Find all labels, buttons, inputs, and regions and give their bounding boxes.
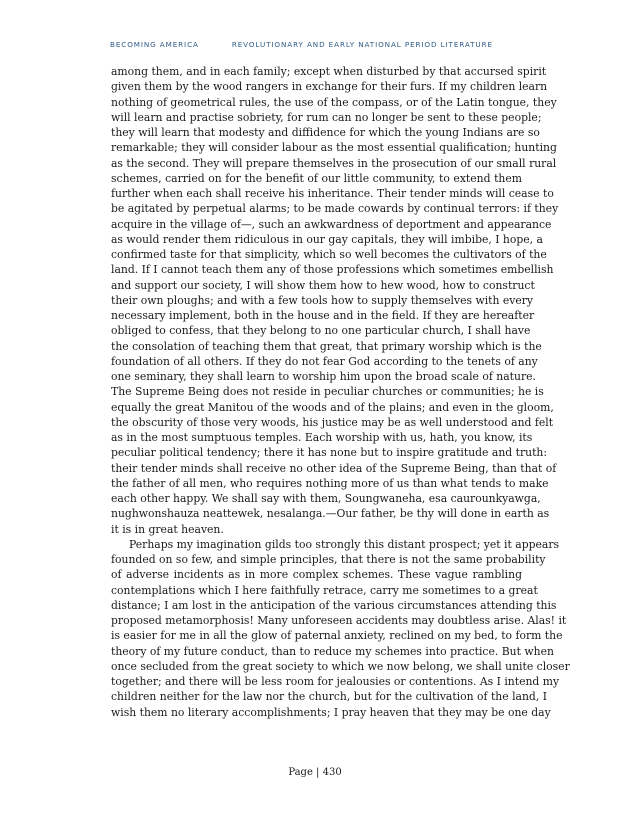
text-line: confirmed taste for that simplicity, which so well becomes the cultivators of the: [111, 248, 547, 261]
text-line: of adverse incidents as in more complex schemes. These vague rambling: [111, 568, 522, 582]
text-line: theory of my future conduct, than to reduce my schemes into practice. But when: [111, 644, 554, 658]
text-line: together; and there will be less room for jealousies or contentions. As I intend my: [111, 675, 560, 688]
text-line: foundation of all others. If they do not fear God according to the tenets of any: [111, 354, 538, 368]
text-line: children neither for the law nor the church, but for the cultivation of the land, I: [111, 690, 547, 704]
text-line: one seminary, they shall learn to worship him upon the broad scale of nature.: [111, 370, 536, 383]
paragraph-end-line: it is in great heaven.: [111, 522, 224, 536]
running-header: [110, 40, 530, 49]
text-line: The Supreme Being does not reside in peculiar churches or communities; he is: [111, 385, 544, 399]
text-line: distance; I am lost in the anticipation of the various circumstances attending this: [111, 598, 557, 612]
text-line: land. If I cannot teach them any of those professions which sometimes embellish: [111, 263, 554, 277]
text-line: wish them no literary accomplishments; I pray heaven that they may be one day: [111, 705, 551, 719]
text-line: given them by the wood rangers in exchange for their furs. If my children learn: [111, 80, 548, 94]
page-number: Page | 430: [288, 767, 342, 778]
text-line: as the second. They will prepare themselves in the prosecution of our small rural: [111, 156, 557, 170]
text-line: nughwonshauza neattewek, nesalanga.—Our father, be thy will done in earth as: [111, 507, 550, 521]
text-line: will learn and practise sobriety, for rum can no longer be sent to these people;: [111, 110, 542, 124]
text-line: as in the most sumptuous temples. Each worship with us, hath, you know, its: [111, 431, 533, 444]
text-line: nothing of geometrical rules, the use of the compass, or of the Latin tongue, they: [111, 95, 557, 109]
header-book-title: BECOMING AMERICA: [110, 40, 199, 49]
text-line: necessary implement, both in the house and in the field. If they are hereafter: [111, 309, 535, 322]
text-line: schemes, carried on for the benefit of our little community, to extend them: [111, 171, 522, 185]
text-line: further when each shall receive his inheritance. Their tender minds will cease to: [111, 187, 554, 200]
text-line: proposed metamorphosis! Many unforeseen accidents may doubtless arise. Alas! it: [111, 614, 567, 627]
text-line: and support our society, I will show them how to hew wood, how to construct: [111, 278, 535, 292]
text-line: is easier for me in all the glow of paternal anxiety, reclined on my bed, to form the: [111, 629, 563, 643]
text-line: contemplations which I here faithfully retrace, carry me sometimes to a great: [111, 583, 538, 597]
header-section-title: REVOLUTIONARY AND EARLY NATIONAL PERIOD LITERATURE: [231, 40, 493, 49]
text-line: once secluded from the great society to which we now belong, we shall unite closer: [111, 659, 570, 673]
text-line: they will learn that modesty and diffidence for which the young Indians are so: [111, 126, 540, 139]
text-line: among them, and in each family; except when disturbed by that accursed spirit: [111, 65, 547, 78]
text-line: as would render them ridiculous in our gay capitals, they will imbibe, I hope, a: [111, 232, 543, 246]
text-line: the obscurity of those very woods, his justice may be as well understood and felt: [111, 415, 554, 429]
text-line: acquire in the village of—, such an awkwardness of deportment and appearance: [111, 217, 552, 231]
text-line: equally the great Manitou of the woods and of the plains; and even in the gloom,: [111, 400, 554, 414]
text-line: founded on so few, and simple principles, that there is not the same probability: [111, 553, 546, 566]
text-line: the consolation of teaching them that great, that primary worship which is the: [111, 339, 542, 353]
text-line: be agitated by perpetual alarms; to be made cowards by continual terrors: if they: [111, 202, 559, 216]
paragraph-start-line: Perhaps my imagination gilds too strongly this distant prospect; yet it appears: [129, 537, 560, 551]
body-text: [111, 64, 570, 720]
text-line: remarkable; they will consider labour as the most essential qualification; hunting: [111, 141, 557, 155]
text-line: obliged to confess, that they belong to no one particular church, I shall have: [111, 324, 531, 338]
text-line: each other happy. We shall say with them, Soungwaneha, esa caurounkyawga,: [111, 492, 541, 505]
text-line: peculiar political tendency; there it has none but to inspire gratitude and truth:: [111, 446, 547, 460]
text-line: the father of all men, who requires nothing more of us than what tends to make: [111, 476, 549, 490]
text-line: their tender minds shall receive no other idea of the Supreme Being, than that of: [111, 461, 557, 475]
text-line: their own ploughs; and with a few tools how to supply themselves with every: [111, 293, 534, 307]
